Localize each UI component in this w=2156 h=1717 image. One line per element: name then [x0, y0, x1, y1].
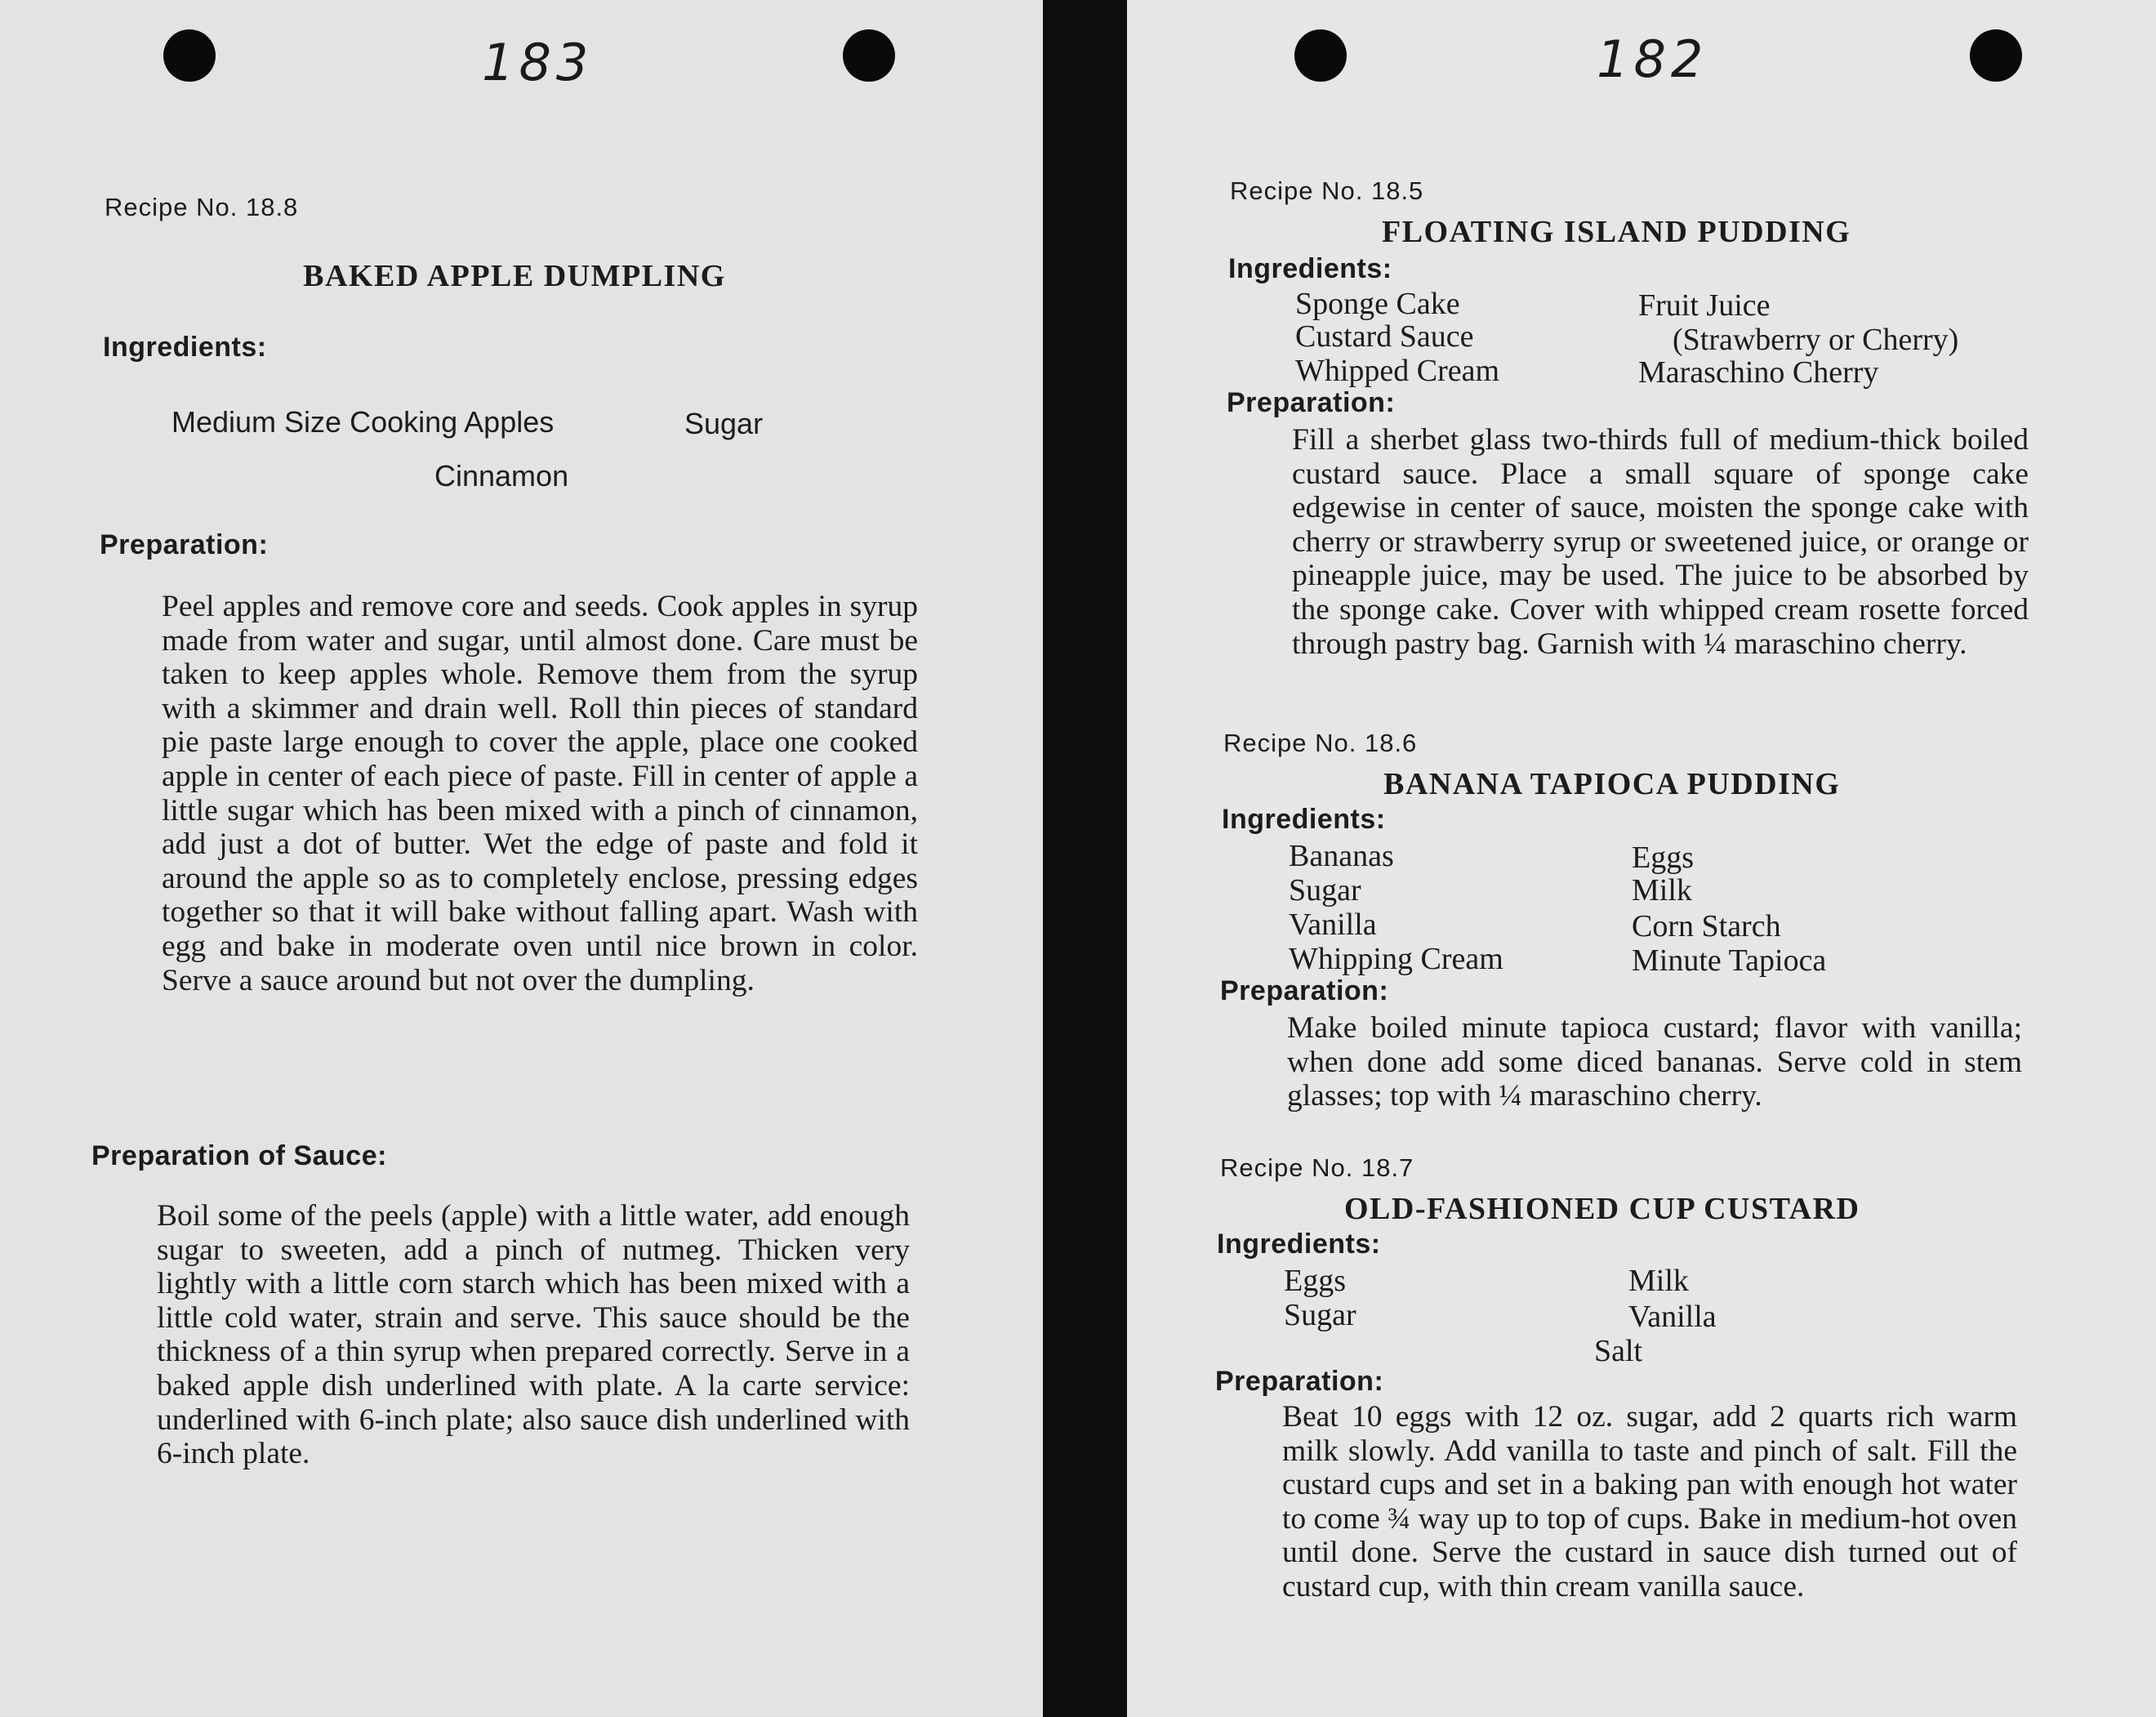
- ingredient-item: Minute Tapioca: [1632, 943, 1827, 978]
- ingredients-label: Ingredients:: [1228, 253, 1392, 284]
- ingredient-item: Custard Sauce: [1295, 319, 1474, 354]
- preparation-label: Preparation:: [1215, 1366, 1384, 1397]
- ingredient-item: Sugar: [1284, 1298, 1356, 1332]
- recipe-title: FLOATING ISLAND PUDDING: [1382, 215, 1851, 249]
- recipe-card-right: [1127, 0, 2156, 1717]
- ingredient-item: Milk: [1632, 873, 1692, 908]
- ingredient-item: Vanilla: [1628, 1300, 1717, 1334]
- page-number: 183: [482, 33, 594, 92]
- recipe-title: BAKED APPLE DUMPLING: [303, 259, 726, 293]
- preparation-text: Fill a sherbet glass two-thirds full of medium-thick boiled custard sauce. Place a small square of sponge cake edgewise in center of sauce, moisten the sponge cake with cherry or strawberry syrup or sweetened juice, or orange or pineapple juice, may be used. The juice to be absorbed by the sponge cake. Cover with whipped cream rosette forced through pastry bag. Garnish with ¼ maraschino cherry.: [1292, 423, 2029, 661]
- ingredients-label: Ingredients:: [1217, 1229, 1381, 1260]
- ingredient-item: Milk: [1628, 1264, 1689, 1298]
- preparation-label: Preparation:: [1227, 387, 1396, 418]
- preparation-text: Peel apples and remove core and seeds. Cook apples in syrup made from water and sugar, until almost done. Care must be taken to keep apples whole. Remove them from the syrup with a skimmer and drain well. Roll thin pieces of standard pie paste large enough to cover the apple, place one cooked apple in center of each piece of paste. Fill in center of apple a little sugar which has been mixed with a pinch of cinnamon, add just a dot of butter. Wet the edge of paste and fold it around the apple so as to completely enclose, pressing edges together so that it will bake without falling apart. Wash with egg and bake in moderate oven until nice brown in color. Serve a sauce around but not over the dumpling.: [162, 590, 918, 997]
- ingredients-label: Ingredients:: [1222, 804, 1386, 835]
- punch-hole-icon: [1970, 29, 2022, 82]
- ingredient-item: Eggs: [1632, 841, 1694, 875]
- ingredient-item: Sugar: [1289, 873, 1361, 908]
- preparation-label: Preparation:: [1220, 975, 1389, 1006]
- recipe-number: Recipe No. 18.5: [1230, 176, 1424, 205]
- recipe-number: Recipe No. 18.6: [1223, 729, 1418, 757]
- ingredient-item: Salt: [1594, 1334, 1643, 1368]
- ingredient-item: Sugar: [684, 407, 764, 440]
- ingredient-item: Corn Starch: [1632, 909, 1781, 943]
- punch-hole-icon: [163, 29, 216, 82]
- preparation-text: Make boiled minute tapioca custard; flavor with vanilla; when done add some diced bananas. Serve cold in stem glasses; top with ¼ maraschino cherry.: [1287, 1011, 2022, 1113]
- ingredient-item: Whipping Cream: [1289, 942, 1503, 976]
- recipe-title: BANANA TAPIOCA PUDDING: [1383, 767, 1841, 801]
- ingredient-item: (Strawberry or Cherry): [1673, 323, 1959, 357]
- ingredient-item: Eggs: [1284, 1264, 1346, 1298]
- recipe-number: Recipe No. 18.7: [1220, 1153, 1414, 1182]
- ingredient-item: Whipped Cream: [1295, 354, 1500, 388]
- page-number: 182: [1597, 29, 1708, 89]
- ingredients-label: Ingredients:: [103, 332, 267, 363]
- recipe-title: OLD-FASHIONED CUP CUSTARD: [1344, 1192, 1860, 1226]
- punch-hole-icon: [843, 29, 895, 82]
- ingredient-item: Maraschino Cherry: [1638, 355, 1879, 390]
- preparation-label: Preparation:: [100, 529, 269, 560]
- recipe-card-left: [0, 0, 1043, 1717]
- sauce-label: Preparation of Sauce:: [91, 1140, 387, 1171]
- ingredient-item: Sponge Cake: [1295, 287, 1460, 321]
- ingredient-item: Vanilla: [1289, 908, 1377, 942]
- ingredient-item: Fruit Juice: [1638, 288, 1771, 323]
- ingredient-item: Cinnamon: [434, 459, 569, 493]
- preparation-text: Beat 10 eggs with 12 oz. sugar, add 2 quarts rich warm milk slowly. Add vanilla to taste and pinch of salt. Fill the custard cups and set in a baking pan with enough hot water to come ¾ way up to top of cups. Bake in medium-hot oven until done. Serve the custard in sauce dish turned out of custard cup, with thin cream vanilla sauce.: [1282, 1400, 2017, 1603]
- ingredient-item: Bananas: [1289, 839, 1394, 873]
- punch-hole-icon: [1294, 29, 1347, 82]
- sauce-text: Boil some of the peels (apple) with a little water, add enough sugar to sweeten, add a pinch of nutmeg. Thicken very lightly with a little corn starch which has been mixed with a little cold water, strain and serve. This sauce should be the thickness of a thin syrup when prepared correctly. Serve in a baked apple dish underlined with plate. A la carte service: underlined with 6-inch plate; also sauce dish underlined with 6-inch plate.: [157, 1199, 910, 1471]
- ingredient-item: Medium Size Cooking Apples: [172, 405, 555, 439]
- recipe-number: Recipe No. 18.8: [105, 193, 299, 221]
